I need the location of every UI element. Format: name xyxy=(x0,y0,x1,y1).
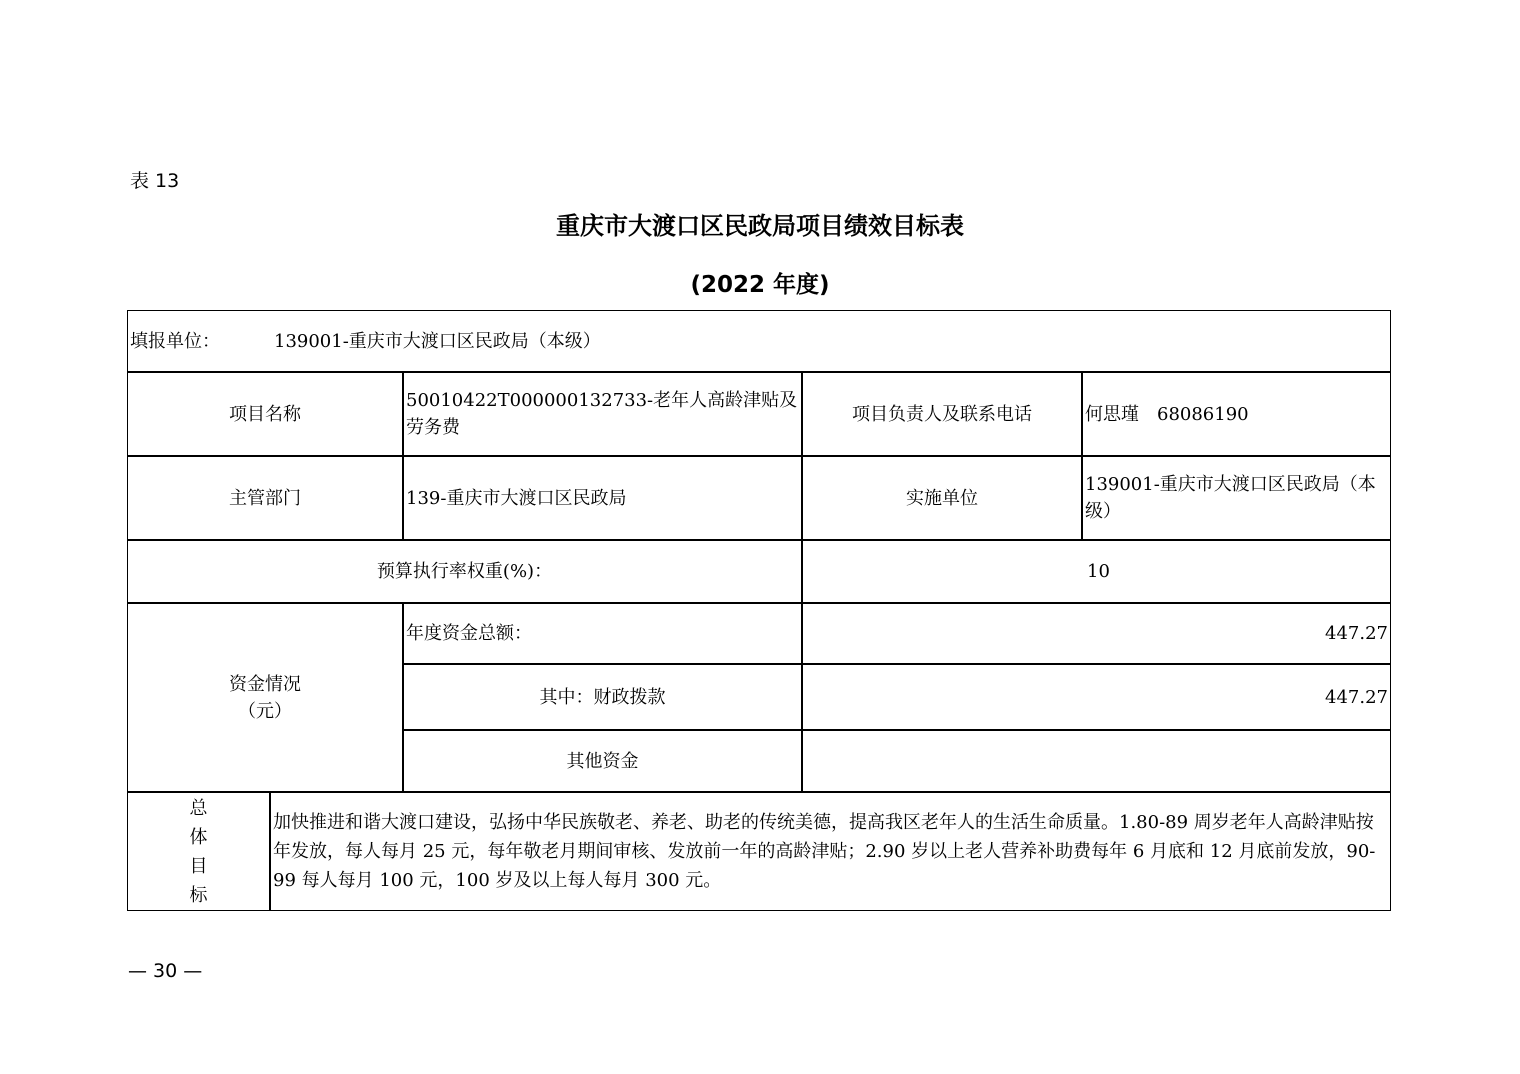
table-number-label: 表 13 xyxy=(130,170,180,192)
implementing-unit-value: 139001-重庆市大渡口区民政局（本级） xyxy=(1082,456,1391,540)
annual-total-value: 447.27 xyxy=(802,603,1391,664)
page-number: — 30 — xyxy=(128,960,203,982)
overall-goal-text: 加快推进和谐大渡口建设，弘扬中华民族敬老、养老、助老的传统美德，提高我区老年人的生活生命质量。1.80-89 周岁老年人高龄津贴按年发放，每人每月 25 元，每年敬老月期间审核、发放前一年的高龄津贴；2.90 岁以上老人营养补助费每年 6 月底和 12 月底前发放，90-99 每人每月 100 元，100 岁及以上每人每月 300 元。 xyxy=(270,792,1391,911)
budget-weight-label: 预算执行率权重(%)： xyxy=(127,540,802,603)
overall-goal-label xyxy=(127,792,270,911)
department-label: 主管部门 xyxy=(127,456,403,540)
filling-unit-row xyxy=(127,310,1391,372)
other-funds-value xyxy=(802,730,1391,792)
implementing-unit-label: 实施单位 xyxy=(802,456,1082,540)
goal-label-char-2: 体 xyxy=(189,826,208,848)
project-name-value: 50010422T000000132733-老年人高龄津贴及劳务费 xyxy=(403,372,802,456)
performance-target-table xyxy=(128,311,1392,912)
project-name-label: 项目名称 xyxy=(127,372,403,456)
funds-label-line2: （元） xyxy=(238,700,292,722)
funds-label xyxy=(127,603,403,792)
fiscal-appropriation-value: 447.27 xyxy=(802,664,1391,730)
fiscal-appropriation-label: 其中：财政拨款 xyxy=(403,664,802,730)
department-value: 139-重庆市大渡口区民政局 xyxy=(403,456,802,540)
goal-label-char-1: 总 xyxy=(189,797,208,819)
document-subtitle: (2022 年度) xyxy=(690,272,830,298)
filling-unit-label: 填报单位： xyxy=(130,330,220,352)
goal-label-char-3: 目 xyxy=(189,855,208,877)
contact-label: 项目负责人及联系电话 xyxy=(802,372,1082,456)
funds-label-line1: 资金情况 xyxy=(229,673,301,695)
goal-label-char-4: 标 xyxy=(189,884,208,906)
contact-value: 何思瑾 68086190 xyxy=(1082,372,1391,456)
filling-unit-value: 139001-重庆市大渡口区民政局（本级） xyxy=(274,330,601,352)
budget-weight-value: 10 xyxy=(802,540,1391,603)
annual-total-label: 年度资金总额： xyxy=(403,603,802,664)
document-title: 重庆市大渡口区民政局项目绩效目标表 xyxy=(556,212,964,240)
other-funds-label: 其他资金 xyxy=(403,730,802,792)
